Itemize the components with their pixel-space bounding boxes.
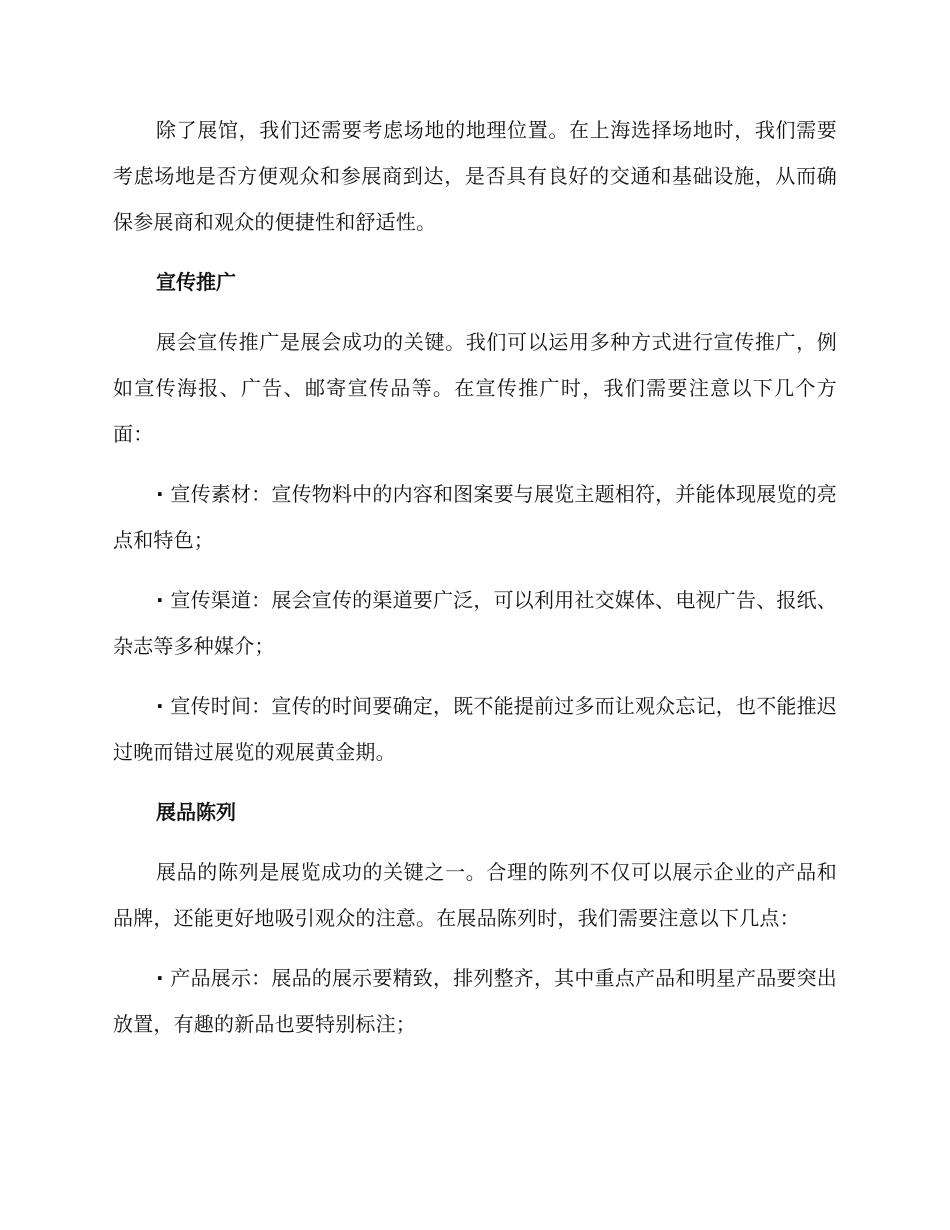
paragraph-promotion-intro: 展会宣传推广是展会成功的关键。我们可以运用多种方式进行宣传推广，例如宣传海报、广告、邮寄宣传品等。在宣传推广时，我们需要注意以下几个方面： <box>113 330 837 446</box>
bullet-dot-icon: · <box>156 966 164 990</box>
bullet-text: 产品展示：展品的展示要精致，排列整齐，其中重点产品和明星产品要突出放置，有趣的新品也要特别标注； <box>113 966 837 1036</box>
bullet-dot-icon: · <box>156 482 164 506</box>
bullet-item-channels <box>113 577 837 669</box>
heading-exhibit-display: 展品陈列 <box>156 800 236 824</box>
heading-promotion: 宣传推广 <box>156 270 236 294</box>
bullet-text: 宣传素材：宣传物料中的内容和图案要与展览主题相符，并能体现展览的亮点和特色； <box>113 482 837 552</box>
paragraph-display-intro: 展品的陈列是展览成功的关键之一。合理的陈列不仅可以展示企业的产品和品牌，还能更好地吸引观众的注意。在展品陈列时，我们需要注意以下几点： <box>113 860 837 930</box>
bullet-text: 宣传时间：宣传的时间要确定，既不能提前过多而让观众忘记，也不能推迟过晚而错过展览的观展黄金期。 <box>113 694 837 764</box>
bullet-dot-icon: · <box>156 588 164 612</box>
document-page <box>113 107 837 1061</box>
bullet-item-timing <box>113 683 837 775</box>
paragraph-venue-location: 除了展馆，我们还需要考虑场地的地理位置。在上海选择场地时，我们需要考虑场地是否方便观众和参展商到达，是否具有良好的交通和基础设施，从而确保参展商和观众的便捷性和舒适性。 <box>113 118 837 234</box>
bullet-text: 宣传渠道：展会宣传的渠道要广泛，可以利用社交媒体、电视广告、报纸、杂志等多种媒介； <box>113 588 837 658</box>
bullet-dot-icon: · <box>156 694 164 718</box>
bullet-item-product-display <box>113 955 837 1047</box>
bullet-item-materials <box>113 471 837 563</box>
